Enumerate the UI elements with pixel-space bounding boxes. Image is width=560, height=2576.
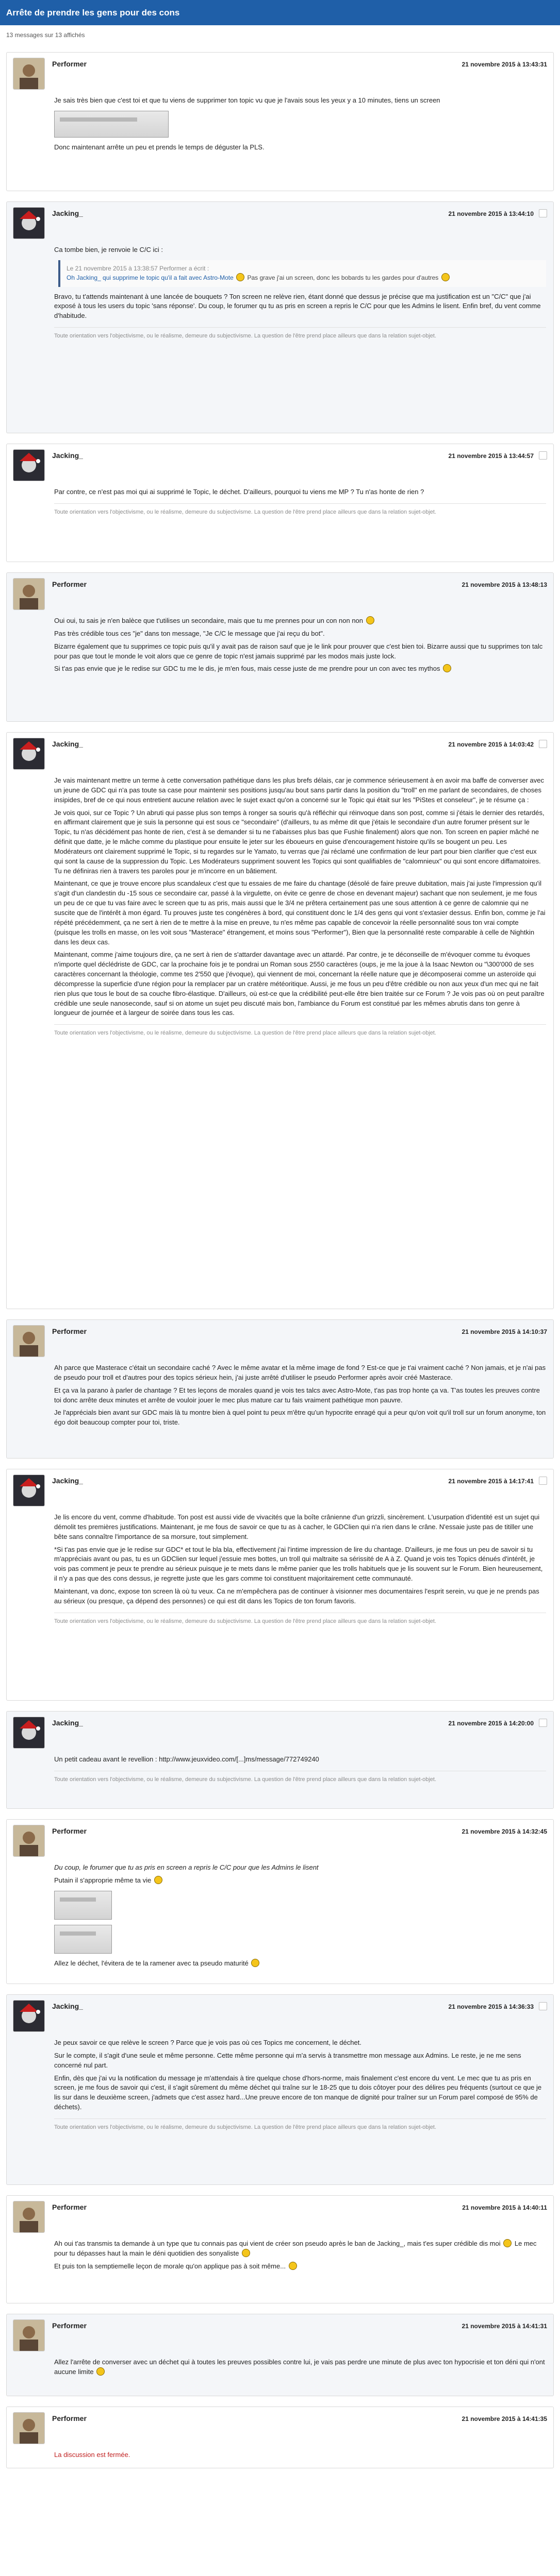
post-date[interactable]: 21 novembre 2015 à 14:41:35 (462, 2415, 547, 2422)
checkbox-icon[interactable] (539, 1477, 547, 1485)
quote-block (58, 260, 546, 287)
author-name[interactable]: Performer (52, 1827, 87, 1835)
post-text: Si t'as pas envie que je le redise sur GDC tu me le dis, je m'en fous, mais cesse juste de me prendre pour un con avec tes mythos (54, 665, 440, 673)
post (6, 1319, 554, 1459)
avatar[interactable] (13, 738, 45, 770)
post-text: Et ça va la parano à parler de chantage ? Et tes leçons de morales quand je vois tes talcs avec Astro-Mote, t'as pas trop honte ça va. T'as toutes les preuves contre toi donc arrête deux minutes et arrête de vouloir jouer le mec plus mature car tu fais vraiment pathétique mon pauvre. (54, 1386, 540, 1404)
smiley-icon (96, 2367, 105, 2376)
post-body (54, 776, 546, 1018)
quote-header: Le 21 novembre 2015 à 13:38:57 Performer a écrit : (67, 264, 209, 272)
post-text: *Si t'as pas envie que je le redise sur GDC* et tout le bla bla, effectivement j'ai l'intime impression de lire du chantage. D'ailleurs, je me fous un peu de savoir si tu m'appréciais avant ou pas, tu es un GDClien sur lequel j'essuie mes bottes, un troll qui maltraite sa sérissité de A à Z. Quand je vois tes Topics dénués d'intérêt, je vois pas comment je peux te prendre au sérieux puisque je te mets dans le même panier que les trolls habituels que je lis souvent sur le Forum. Bien heureusement, il n'y a pas que des cons dessus, je regrette juste que les gars comme toi constituent majoritairement cette communauté. (54, 1545, 543, 1583)
post-header (7, 1995, 553, 2035)
smiley-icon (289, 2262, 297, 2270)
author-name[interactable]: Jacking_ (52, 740, 83, 748)
post-header (7, 202, 553, 242)
post-text: Maintenant, ce que je trouve encore plus scandaleux c'est que tu essaies de me faire du chantage (désolé de faire preuve dubitation, mais j'ai juste l'impression qu'il s'agit d'un clandestin du -15 sous ce secondaire car, passé à la virgulette, on évite ce genre de chose en devenant majeur) sachant que non seulement, je me fous un peu de ce que tu vas faire avec le screen que tu as pris, mais aussi que le 3/4 ne prêtera certainement pas une sous attention à ce genre de calomnie qui ne suscite que de l'intérêt à mon égard. Tu prouves juste tes congénères à bord, qui constituent donc le 1/4 des gens qui vont s'extasier dessus. Enfin bon, comme je l'ai répété précédemment, ça ne sert à rien de te mettre à la mise en preuve, tu n'es même pas capable de concevoir la réelle personnalité sous ton vrai compte (puisque les trolls en masse, on les voit sous "Masterace" étrangement, et moins sous "Performer"), Bien que la personnalité reste comparable à celle de Nightkin dans les deux cas. (54, 879, 546, 946)
avatar[interactable] (13, 449, 45, 481)
quoted-text: Du coup, le forumer que tu as pris en screen a repris le C/C pour que les Admins le lisent (54, 1863, 319, 1871)
signature: Toute orientation vers l'objectivisme, ou le réalisme, demeure du subjectivisme. La question de l'être prend place ailleurs que dans la relation sujet-objet. (54, 2119, 546, 2137)
post (6, 52, 554, 191)
post (6, 732, 554, 1309)
smiley-icon (242, 2249, 250, 2257)
smiley-icon (236, 273, 244, 281)
signature: Toute orientation vers l'objectivisme, ou le réalisme, demeure du subjectivisme. La question de l'être prend place ailleurs que dans la relation sujet-objet. (54, 327, 546, 346)
author-name[interactable]: Performer (52, 2414, 87, 2422)
post-text: Oui oui, tu sais je n'en balèce que t'utilises un secondaire, mais que tu me prennes pour un con non non (54, 617, 364, 624)
checkbox-icon[interactable] (539, 740, 547, 748)
post-text: Je l'apprécials bien avant sur GDC mais là tu montre bien à quel point tu peux m'être qu'un hypocrite enragé qui a peur qu'on voit qu'il troll sur un forum anonyme, ton égo doit beaucoup compter pour toi, triste. (54, 1409, 546, 1427)
smiley-icon (441, 273, 450, 281)
smiley-icon (366, 616, 374, 624)
post (6, 201, 554, 433)
smiley-icon (251, 1959, 259, 1967)
post-text: Allez l'arrête de converser avec un déchet qui à toutes les preuves possibles contre lui, je vais pas perdre une minute de plus avec ton hypocrisie et ton déni qui n'ont aucune limite (54, 2358, 545, 2376)
post (6, 1819, 554, 1984)
avatar[interactable] (13, 2000, 45, 2032)
post-text: Maintenant, va donc, expose ton screen là où tu veux. Ca ne m'empêchera pas de continuer à visionner mes documentaires l'esprit serein, vu que je ne prends pas au sérieux (ou presque, ça dépend des personnes) ce qui est dit dans les Topics de ton forum favoris. (54, 1587, 539, 1605)
post-text: Et puis ton la semptiemelle leçon de morale qu'on applique pas à soit même... (54, 2262, 286, 2270)
post-body (54, 2239, 546, 2272)
author-name[interactable]: Performer (52, 60, 87, 68)
signature: Toute orientation vers l'objectivisme, ou le réalisme, demeure du subjectivisme. La question de l'être prend place ailleurs que dans la relation sujet-objet. (54, 503, 546, 522)
post-header (7, 1469, 553, 1510)
post-date[interactable]: 21 novembre 2015 à 14:36:33 (448, 2003, 534, 2010)
post-text: Pas très crédible tous ces "je" dans ton message, "Je C/C le message que j'ai reçu du bot". (54, 629, 325, 637)
post-text: Le mec pour tu dépasses haut la main le déni quotidien des sonyaliste (54, 2240, 537, 2257)
post-text: Putain il s'approprie même ta vie (54, 1876, 152, 1884)
post-header (7, 2407, 553, 2447)
post-text: Ah oui t'as transmis ta demande à un type que tu connais pas qui vient de créer son pseudo après le ban de Jacking_, mais t'es super crédible dis moi (54, 2240, 501, 2247)
author-name[interactable]: Jacking_ (52, 2002, 83, 2010)
post-header (7, 1711, 553, 1752)
post-text: Par contre, ce n'est pas moi qui ai supprimé le Topic, le déchet. D'ailleurs, pourquoi tu viens me MP ? Tu n'as honte de rien ? (54, 488, 424, 496)
post-text: Enfin, dès que j'ai vu la notification du message je m'attendais à tire quelque chose d'hors-norme, mais finalement c'est encore du vent. Le mec que tu as pris en screen, je me fous de savoir qui c'est, il s'agit sûrement du même déchet qui traîne sur le 18-25 que tu dois côtoyer pour des délires peu fréquents (surtout ce que je lis sur dans le deuxième screen, j'admets que c'est assez hard...Une preuve encore de ton manque de dignité pour traîner sur un Forum parel composé de 95% de déchets). (54, 2074, 542, 2111)
post-text: Donc maintenant arrête un peu et prends le temps de déguster la PLS. (54, 143, 265, 151)
post-header (7, 2314, 553, 2354)
smiley-icon (154, 1876, 162, 1884)
post-text: Allez le déchet, l'évitera de te la ramener avec ta pseudo maturité (54, 1959, 249, 1967)
avatar[interactable] (13, 2201, 45, 2233)
screenshot-thumbnail[interactable] (54, 111, 169, 138)
author-name[interactable]: Performer (52, 580, 87, 588)
avatar[interactable] (13, 2319, 45, 2351)
author-name[interactable]: Jacking_ (52, 451, 83, 460)
post-date[interactable]: 21 novembre 2015 à 13:44:57 (448, 452, 534, 460)
post-date[interactable]: 21 novembre 2015 à 14:03:42 (448, 741, 534, 748)
post-text: Je sais très bien que c'est toi et que tu viens de supprimer ton topic vu que je l'avais sous les yeux y a 10 minutes, tiens un screen (54, 96, 440, 104)
post (6, 572, 554, 722)
post-header (7, 1820, 553, 1860)
author-name[interactable]: Performer (52, 2203, 87, 2211)
post-date[interactable]: 21 novembre 2015 à 13:48:13 (462, 581, 547, 588)
post-date[interactable]: 21 novembre 2015 à 13:43:31 (462, 61, 547, 68)
post-header (7, 573, 553, 613)
post-date[interactable]: 21 novembre 2015 à 14:17:41 (448, 1478, 534, 1485)
post-date[interactable]: 21 novembre 2015 à 14:20:00 (448, 1720, 534, 1727)
post-body (54, 2358, 546, 2377)
post-body (54, 1863, 546, 1969)
signature: Toute orientation vers l'objectivisme, ou le réalisme, demeure du subjectivisme. La question de l'être prend place ailleurs que dans la relation sujet-objet. (54, 1771, 546, 1789)
post-body (54, 616, 546, 674)
smiley-icon (443, 664, 451, 672)
smiley-icon (503, 2239, 512, 2247)
post (6, 444, 554, 562)
post-text: Sur le compte, il s'agit d'une seule et même personne. Cette même personne qui m'a servis à transmettre mon message aux Admins. Le reste, je ne me sens concerné nul part. (54, 2051, 521, 2069)
post-text: Ah parce que Masterace c'était un secondaire caché ? Avec le même avatar et la même image de fond ? Est-ce que je t'ai vraiment caché ? Non jamais, et je n'ai pas de pseudo pour troll et d'autres pour des topics sérieux hein, j'ai juste arrêté d'utiliser le pseudo Performer après avoir créé Masterace. (54, 1364, 546, 1381)
post-header (7, 2196, 553, 2236)
author-name[interactable]: Performer (52, 2321, 87, 2330)
message-counter: 13 messages sur 13 affichés (6, 31, 85, 39)
post-header (7, 444, 553, 484)
avatar[interactable] (13, 58, 45, 90)
quote-link[interactable]: Oh Jacking_ qui supprime le topic qu'il a fait avec Astro-Mote (67, 274, 234, 282)
post-text: Ca tombe bien, je renvoie le C/C ici : (54, 246, 163, 253)
post-header (7, 1320, 553, 1360)
post (6, 1711, 554, 1809)
posts-list (0, 39, 560, 2468)
avatar[interactable] (13, 578, 45, 610)
post-date[interactable]: 21 novembre 2015 à 14:40:11 (462, 2204, 547, 2211)
checkbox-icon[interactable] (539, 451, 547, 460)
quote-text: Pas grave j'ai un screen, donc les bobards tu les gardes pour d'autres (247, 274, 439, 282)
post-date[interactable]: 21 novembre 2015 à 14:41:31 (462, 2323, 547, 2330)
post (6, 1994, 554, 2185)
author-name[interactable]: Jacking_ (52, 209, 83, 217)
avatar[interactable] (13, 1325, 45, 1357)
post-body (54, 1755, 546, 1765)
post-text[interactable]: Un petit cadeau avant le revellion : http://www.jeuxvideo.com/[...]ms/message/772749240 (54, 1755, 319, 1763)
post-text: Je vais maintenant mettre un terme à cette conversation pathétique dans les plus brefs délais, car je commence sérieusement à en avoir ma baffe de converser avec un jeune de GDC qui n'a pas toute sa case pour maintenir ses positions jusqu'au bout sans partir dans la position du "troll" en me parlant de secondaires, de choses insipides, bref de ce qui nous entretient aucune relation avec le sujet exact qu'on a concerné sur le Topic qui était sur les "PiStes et conseleur", je te résume ça : (54, 776, 544, 804)
screenshot-thumbnail[interactable] (54, 1925, 112, 1954)
post-date[interactable]: 21 novembre 2015 à 14:10:37 (462, 1328, 547, 1335)
checkbox-icon[interactable] (539, 2002, 547, 2010)
post-body (54, 245, 546, 321)
author-name[interactable]: Jacking_ (52, 1477, 83, 1485)
checkbox-icon[interactable] (539, 209, 547, 217)
post (6, 2314, 554, 2396)
post-body (54, 1363, 546, 1428)
signature: Toute orientation vers l'objectivisme, ou le réalisme, demeure du subjectivisme. La question de l'être prend place ailleurs que dans la relation sujet-objet. (54, 1613, 546, 1631)
post (6, 2195, 554, 2303)
author-name[interactable]: Performer (52, 1327, 87, 1335)
avatar[interactable] (13, 1717, 45, 1749)
post-body (54, 2038, 546, 2112)
avatar[interactable] (13, 207, 45, 239)
avatar[interactable] (13, 1475, 45, 1506)
page-title: Arrête de prendre les gens pour des cons (0, 0, 560, 25)
author-name[interactable]: Jacking_ (52, 1719, 83, 1727)
checkbox-icon[interactable] (539, 1719, 547, 1727)
post-text: Maintenant, comme j'aime toujours dire, ça ne sert à rien de s'attarder davantage avec un attardé. Par contre, je te déconseille de m'évoquer comme tu évoques n'importe quel déclédriste de GDC, car la prochaine fois je te pondrai un Roman sous 2550 caractères (oups, je me la joue à la Isaac Newton ou "\300'000 de ses caractères concernant la théologie, comme tes 2'550 que j'évoque), qui viennent de moi, concernant la réelle nature que je décomposerai comme un asteroïde qui décompresse la superficie d'une région pour la remplacer par un cratère météoritique. Aussi, je me fous un peu d'être crédible ou non aux yeux d'un mec qui ne fait rien plus que tous le bout de sa couche fibro-élastique. D'ailleurs, où est-ce que la crédibilité peut-elle être bien traitée sur ce Forum ? Je vois pas où on peut paraître crédible une seule nanoseconde, sauf si on atome un sujet peu discuté mais bon, l'ambiance du Forum est constitué par les mêmes abrutis dans ton genre à longueur de journée et à largeur de soirée dans tous les cas. (54, 951, 545, 1017)
closed-notice: La discussion est fermée. (54, 2451, 130, 2459)
post-date[interactable]: 21 novembre 2015 à 13:44:10 (448, 210, 534, 217)
post-header (7, 733, 553, 773)
post-text: Je peux savoir ce que relève le screen ? Parce que je vois pas où ces Topics me concernent, le déchet. (54, 2039, 361, 2046)
post-body (54, 2450, 546, 2460)
screenshot-thumbnail[interactable] (54, 1891, 112, 1920)
post-body (54, 487, 546, 497)
post-header (7, 53, 553, 93)
avatar[interactable] (13, 1825, 45, 1857)
post (6, 1469, 554, 1701)
post (6, 2406, 554, 2468)
post-text: Je lis encore du vent, comme d'habitude. Ton post est aussi vide de vivacités que la boîte crânienne d'un grizzli, sincèrement. L'usurpation d'identité est un sujet qui démolit tes premières justifications. Maintenant, je me fous de savoir ce que tu as à cacher, le GDClien qui n'a rien dans le crâne. N'essaie juste pas de titiller une bête sans connaître l'importance de sa morsure, tout simplement. (54, 1513, 540, 1540)
post-text: Bizarre également que tu supprimes ce topic puis qu'il y avait pas de raison sauf que je le link pour prouver que c'est bien toi. Bizarre aussi que tu supprimes ton talc pour pas que tout le monde le voit alors que ce genre de topic n'est jamais supprimé par les modos mais juste lock. (54, 642, 543, 660)
post-body (54, 1513, 546, 1606)
avatar[interactable] (13, 2412, 45, 2444)
post-body (54, 96, 546, 152)
post-text: Je vois quoi, sur ce Topic ? Un abruti qui passe plus son temps à ronger sa souris qu'à réfléchir qui réinvoque dans son post, comme si j'étais le dernier des retardés, en affirmant clairement que je suis la personne qui est sous ce "secondaire" (d'ailleurs, tu as même dit que j'étais le secondaire d'un autre forumer présent sur le Topic, tu n'as décidément pas honte de rien, c'est à se demander si tu ne t'abaisses plus bas que Fushie finalement) alors que non. Ton screen en papier mâché ne définit que datte, je le mâche comme du plastique pour ensuite le jeter sur les éboueurs en guise d'encouragement histoire qu'ils se bougent un peu. Les Modérateurs ont clairement supprimé le Topic, si tu regardes sur le Yamato, tu verras que j'ai réclamé une confirmation de leur part pour bien clarifier que c'est eux qui sont la cause de la suppression du Topic. Les Modérateurs suppriment souvent les Topics qui sont qualifiables de "calomnieux" ou qui sont encore diffamatoires. Tu ne définiras rien à travers tes paroles pour je m'incorre en un bâtiement. (54, 808, 545, 875)
post-text: Bravo, tu t'attends maintenant à une lancée de bouquets ? Ton screen ne relève rien, étant donné que dessus je précise que ma justification est un "C/C" que j'ai exposé à tous les users du topic 'sans réponse'. Du coup, le forumer qu tu as pris en screen a repris le C/C pour que les Admins le lisent. Enfin bref, du vent comme d'habitude. (54, 292, 541, 320)
signature: Toute orientation vers l'objectivisme, ou le réalisme, demeure du subjectivisme. La question de l'être prend place ailleurs que dans la relation sujet-objet. (54, 1024, 546, 1043)
post-date[interactable]: 21 novembre 2015 à 14:32:45 (462, 1828, 547, 1835)
